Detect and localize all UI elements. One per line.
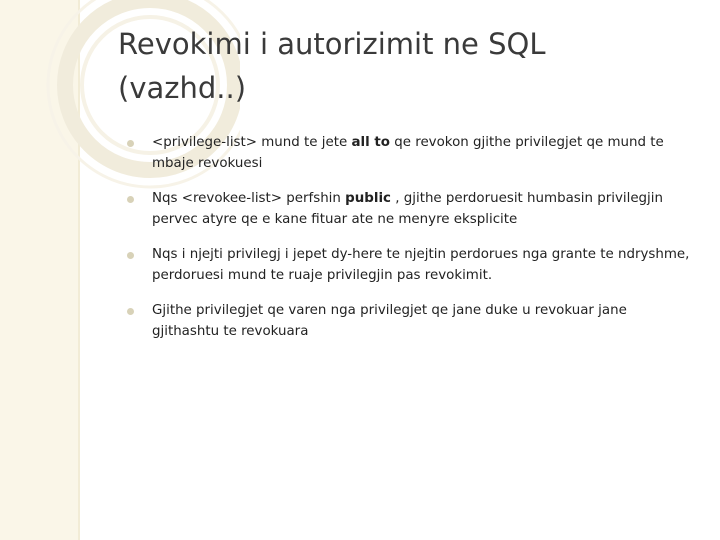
- bullet-dot-icon: [127, 140, 134, 147]
- bullet-dot-icon: [127, 252, 134, 259]
- bullet-1-bold: all to: [351, 135, 390, 150]
- title-line-2: (vazhd..): [118, 71, 247, 105]
- title-line-1: Revokimi i autorizimit ne SQL: [118, 27, 546, 61]
- slide-title: [118, 22, 698, 110]
- bullet-1-text-a: <privilege-list> mund te jete: [152, 135, 352, 150]
- bullet-1-text-b: qe revokon gjithe privilegjet qe mund te mbaje revokuesi: [152, 135, 664, 171]
- bullet-2-bold: public: [345, 191, 391, 206]
- bullet-list: [118, 132, 698, 342]
- bullet-item-2: [118, 188, 698, 230]
- bullet-4-text: Gjithe privilegjet qe varen nga privilegjet qe jane duke u revokuar jane gjithashtu te revokuara: [152, 303, 627, 339]
- slide-content: [118, 22, 698, 356]
- bullet-item-3: [118, 244, 698, 286]
- bullet-item-4: [118, 300, 698, 342]
- bullet-2-text-a: Nqs <revokee-list> perfshin: [152, 191, 346, 206]
- bullet-item-1: [118, 132, 698, 174]
- bullet-dot-icon: [127, 308, 134, 315]
- bullet-dot-icon: [127, 196, 134, 203]
- bullet-2-text-b: , gjithe perdoruesit humbasin privilegjin pervec atyre qe e kane fituar ate ne menyre eksplicite: [152, 191, 663, 227]
- bullet-3-text: Nqs i njejti privilegj i jepet dy-here te njejtin perdorues nga grante te ndryshme, perdoruesi mund te ruaje privilegjin pas revokimit.: [152, 247, 690, 283]
